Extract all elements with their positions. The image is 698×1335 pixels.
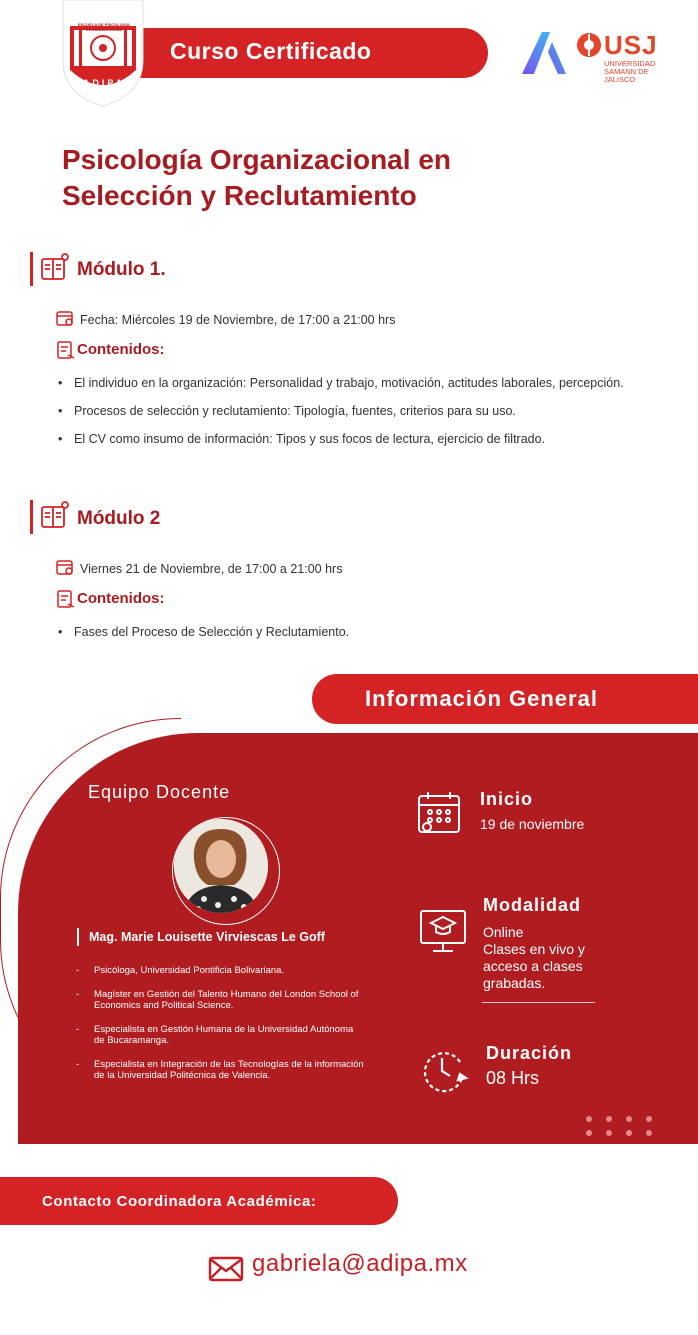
team-label: Equipo Docente (88, 782, 231, 802)
list-item: - Especialista en Integración de las Tecnologías de la información de la Universidad Politécnica de Valencia. (76, 1059, 366, 1081)
logo-adipa-text: ADIPA (82, 78, 126, 88)
partner-a-logo (520, 28, 570, 78)
divider (482, 1002, 595, 1003)
course-badge-label: Curso Certificado (170, 38, 372, 64)
module-1-date: Fecha: Miércoles 19 de Noviembre, de 17:00 a 21:00 hrs (80, 313, 396, 327)
adipa-logo (60, 0, 146, 108)
professor-photo (174, 819, 268, 913)
module-2-contents-label: Contenidos: (77, 590, 165, 607)
modalidad-value-detail: Clases en vivo y acceso a clases grabadas. (483, 941, 585, 991)
document-icon (57, 590, 75, 608)
list-item: • Fases del Proceso de Selección y Reclutamiento. (56, 625, 626, 640)
inicio-value: 19 de noviembre (480, 816, 585, 832)
logo-school-text: ESCUELA DE PSICOLOGÍA ORGANIZACIONAL (78, 22, 130, 32)
module-1-contents-label: Contenidos: (77, 341, 165, 358)
module-2-title: Módulo 2 (77, 508, 161, 529)
module-1-contents-list (56, 376, 626, 447)
contact-label: Contacto Coordinadora Académica: (42, 1193, 317, 1210)
list-item: - Especialista en Gestión Humana de la Universidad Autónoma de Bucaramanga. (76, 1024, 366, 1046)
professor-marker (77, 928, 79, 946)
book-icon (39, 251, 71, 283)
modalidad-value-online: Online (483, 924, 524, 940)
module-2-contents-list (56, 625, 626, 640)
partner-usj-logo (576, 30, 676, 84)
usj-subtext: UNIVERSIDAD SAMANN DE JALISCO (604, 59, 656, 84)
calendar-icon (416, 789, 464, 837)
module-2-marker (30, 500, 33, 534)
graduation-monitor-icon (418, 905, 468, 955)
info-heading: Información General (365, 686, 598, 711)
book-icon (39, 499, 71, 531)
course-title (62, 142, 622, 214)
usj-text: USJ (604, 30, 658, 60)
modalidad-label: Modalidad (483, 895, 581, 915)
list-item: - Magíster en Gestión del Talento Humano del London School of Economics and Political Science. (76, 989, 366, 1011)
clock-icon (420, 1048, 470, 1094)
list-item: • El CV como insumo de información: Tipos y sus focos de lectura, ejercicio de filtrado. (56, 432, 626, 447)
list-item: • Procesos de selección y reclutamiento: Tipología, fuentes, criterios para su uso. (56, 404, 626, 419)
calendar-icon (56, 558, 74, 576)
duracion-label: Duración (486, 1043, 573, 1063)
list-item: • El individuo en la organización: Personalidad y trabajo, motivación, actitudes laborales, percepción. (56, 376, 626, 391)
professor-credentials (76, 965, 366, 1094)
dots-decoration (586, 1116, 656, 1140)
module-2-date: Viernes 21 de Noviembre, de 17:00 a 21:00 hrs (80, 562, 343, 576)
contact-email-link[interactable]: gabriela@adipa.mx (252, 1250, 468, 1277)
mail-icon (208, 1256, 244, 1282)
course-title-line2: Selección y Reclutamiento (62, 180, 417, 211)
calendar-icon (56, 309, 74, 327)
duracion-value: 08 Hrs (486, 1068, 540, 1088)
inicio-label: Inicio (480, 789, 534, 809)
document-icon (57, 341, 75, 359)
list-item: - Psicóloga, Universidad Pontificia Bolivariana. (76, 965, 366, 976)
module-1-title: Módulo 1. (77, 259, 166, 280)
course-title-line1: Psicología Organizacional en (62, 144, 451, 175)
professor-name: Mag. Marie Louisette Virviescas Le Goff (89, 930, 325, 944)
module-1-marker (30, 252, 33, 286)
